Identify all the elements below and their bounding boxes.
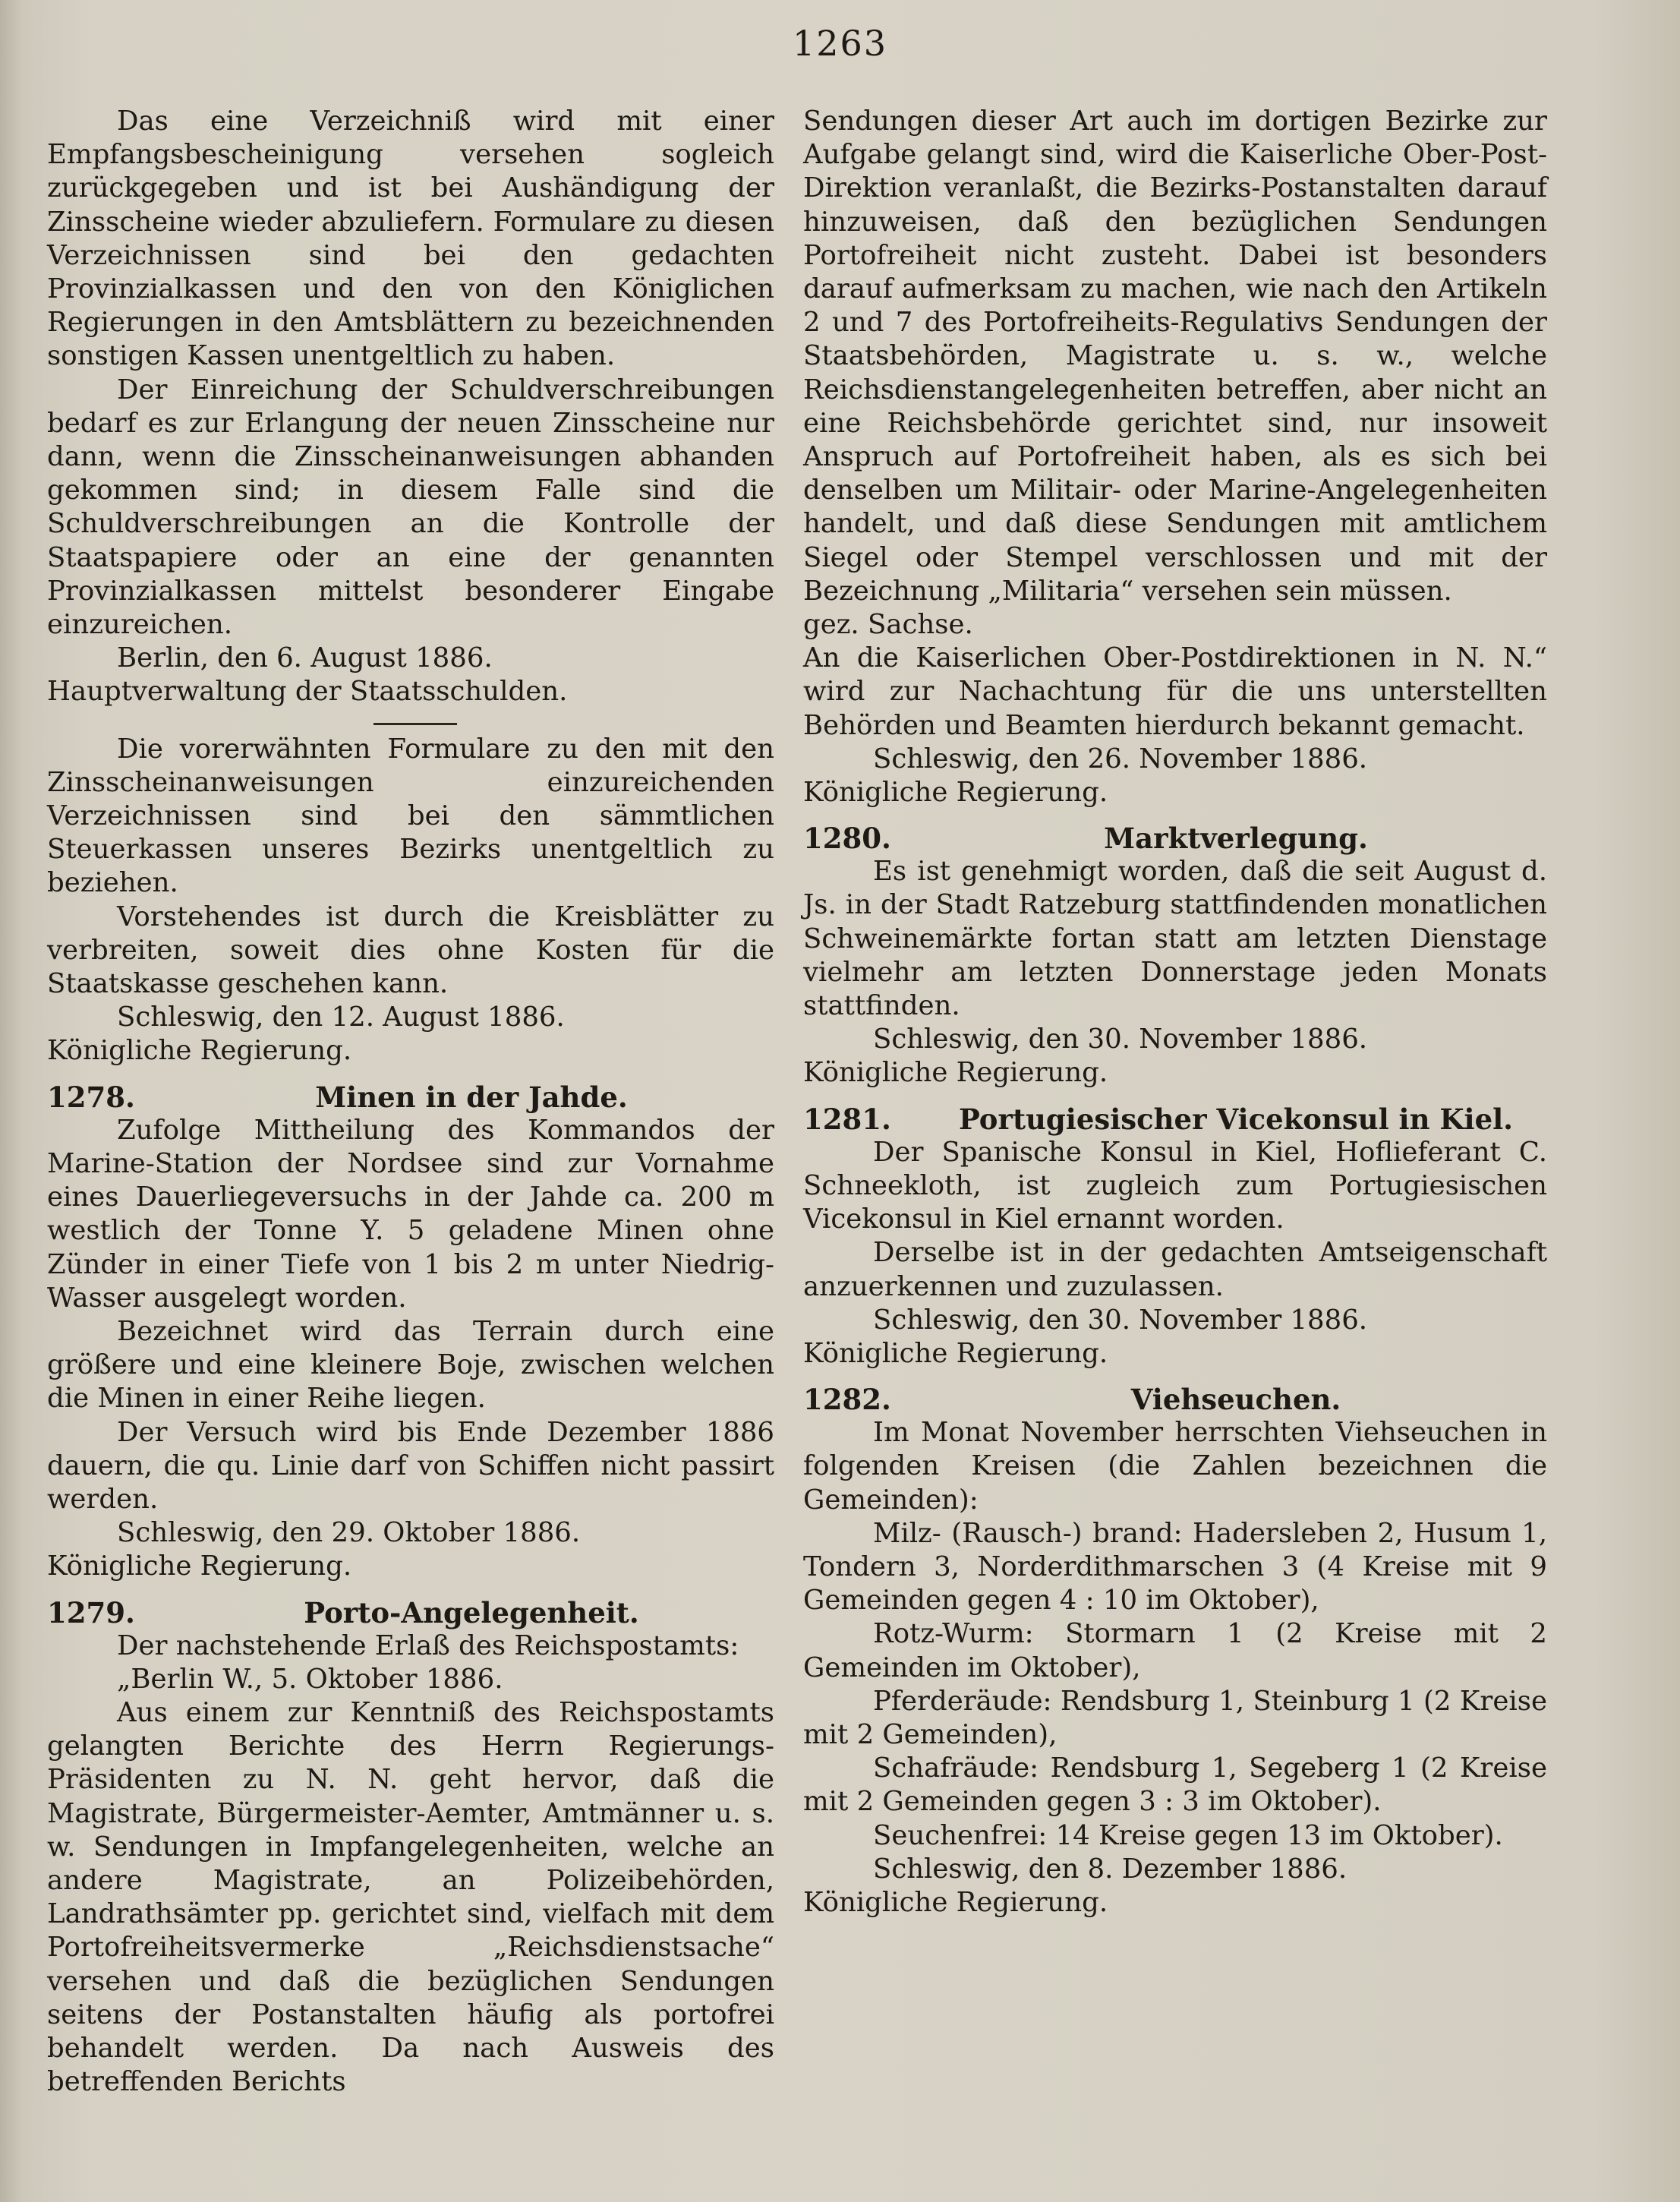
date-line: Schleswig, den 26. November 1886. — [873, 743, 1368, 774]
paragraph: Sendungen dieser Art auch im dortigen Bezirke zur Aufgabe gelangt sind, wird die Kaiserliche Ober-Post-Direktion veranlaßt, die Bezirks-Postanstalten darauf hinzuweisen, daß den bezüglichen Sendungen Portofreiheit nicht zusteht. Dabei ist besonders darauf aufmerksam zu machen, wie nach den Artikeln 2 und 7 des Portofreiheits-Regulativs Sendungen der Staatsbehörden, Magistrate u. s. w., welche Reichsdienstangelegenheiten betreffen, aber nicht an eine Reichsbehörde gerichtet sind, nur insoweit Anspruch auf Portofreiheit haben, als es sich bei denselben um Militair- oder Marine-Angelegenheiten handelt, und daß diese Sendungen mit amtlichem Siegel oder Stempel verschlossen und mit der Bezeichnung „Militaria“ versehen sein müssen. — [803, 106, 1547, 607]
paragraph: „Berlin W., 5. Oktober 1886. — [117, 1663, 503, 1695]
paragraph: Aus einem zur Kenntniß des Reichspostamts gelangten Berichte des Herrn Regierungs-Präsidenten zu N. N. geht hervor, daß die Magistrate, Bürgermeister-Aemter, Amtmänner u. s. w. Sendungen in Impfangelegenheiten, welche an andere Magistrate, an Polizeibehörden, Landrathsämter pp. gerichtet sind, vielfach mit dem Portofreiheitsvermerke „Reichsdienstsache“ versehen und daß die bezüglichen Sendungen seitens der Postanstalten häufig als portofrei behandelt werden. Da nach Ausweis des betreffenden Berichts — [47, 1696, 774, 2098]
paragraph: Vorstehendes ist durch die Kreisblätter zu verbreiten, soweit dies ohne Kosten für die Staatskasse geschehen kann. — [47, 901, 774, 1000]
section-number: 1278. — [47, 1080, 135, 1114]
signature-line: Königliche Regierung. — [47, 1035, 352, 1067]
section-number: 1282. — [803, 1383, 891, 1417]
paragraph: Seuchenfrei: 14 Kreise gegen 13 im Oktober). — [873, 1819, 1503, 1851]
section-heading-1281 — [803, 1103, 1547, 1136]
paragraph: Es ist genehmigt worden, daß die seit August d. Js. in der Stadt Ratzeburg stattfindenden monatlichen Schweinemärkte fortan statt am letzten Dienstage vielmehr am letzten Donnerstage jeden Monats stattfinden. — [803, 856, 1547, 1022]
section-title: Porto-Angelegenheit. — [304, 1595, 639, 1629]
signature-line: Hauptverwaltung der Staatsschulden. — [47, 676, 568, 708]
signature-line: Königliche Regierung. — [803, 777, 1108, 809]
paragraph: Der nachstehende Erlaß des Reichspostamts: — [117, 1629, 739, 1661]
signature-line: Königliche Regierung. — [803, 1337, 1108, 1369]
page-number: 1263 — [792, 23, 888, 64]
date-line: Schleswig, den 30. November 1886. — [873, 1304, 1368, 1336]
section-title: Minen in der Jahde. — [315, 1080, 628, 1114]
right-column — [803, 105, 1547, 1920]
left-column — [47, 105, 774, 2099]
paragraph: Im Monat November herrschten Viehseuchen in folgenden Kreisen (die Zahlen bezeichnen die Gemeinden): — [803, 1417, 1547, 1516]
date-line: Schleswig, den 12. August 1886. — [117, 1002, 565, 1033]
section-title: Marktverlegung. — [1104, 822, 1368, 856]
paragraph: Milz- (Rausch-) brand: Hadersleben 2, Husum 1, Tondern 3, Norderdithmarschen 3 (4 Kreise mit 9 Gemeinden gegen 4 : 10 im Oktober), — [803, 1517, 1547, 1617]
paragraph: Der Versuch wird bis Ende Dezember 1886 dauern, die qu. Linie darf von Schiffen nicht passirt werden. — [47, 1416, 774, 1515]
date-line: Schleswig, den 8. Dezember 1886. — [873, 1853, 1347, 1885]
paragraph: An die Kaiserlichen Ober-Postdirektionen in N. N.“ wird zur Nachachtung für die uns unterstellten Behörden und Beamten hierdurch bekannt gemacht. — [803, 642, 1547, 741]
paragraph: Rotz-Wurm: Stormarn 1 (2 Kreise mit 2 Gemeinden im Oktober), — [803, 1618, 1547, 1683]
signature-line: Königliche Regierung. — [803, 1886, 1108, 1918]
section-number: 1280. — [803, 822, 891, 856]
paragraph: Bezeichnet wird das Terrain durch eine größere und eine kleinere Boje, zwischen welchen die Minen in einer Reihe liegen. — [47, 1315, 774, 1415]
paragraph: Der Spanische Konsul in Kiel, Hoflieferant C. Schneekloth, ist zugleich zum Portugiesischen Vicekonsul in Kiel ernannt worden. — [803, 1136, 1547, 1235]
section-heading-1280 — [803, 822, 1547, 855]
signature-line: Königliche Regierung. — [47, 1551, 352, 1582]
section-heading-1279 — [47, 1596, 774, 1629]
paragraph: Das eine Verzeichniß wird mit einer Empfangsbescheinigung versehen sogleich zurückgegeben und ist bei Aushändigung der Zinsscheine wieder abzuliefern. Formulare zu diesen Verzeichnissen sind bei den gedachten Provinzialkassen und den von den Königlichen Regierungen in den Amtsblättern zu bezeichnenden sonstigen Kassen unentgeltlich zu haben. — [47, 106, 774, 372]
section-number: 1281. — [803, 1102, 891, 1136]
section-number: 1279. — [47, 1595, 135, 1629]
paragraph: Die vorerwähnten Formulare zu den mit den Zinsscheinanweisungen einzureichenden Verzeichnissen sind bei den sämmtlichen Steuerkassen unseres Bezirks unentgeltlich zu beziehen. — [47, 733, 774, 899]
section-title: Viehseuchen. — [1130, 1383, 1341, 1417]
paragraph: Pferderäude: Rendsburg 1, Steinburg 1 (2 Kreise mit 2 Gemeinden), — [803, 1685, 1547, 1750]
section-heading-1278 — [47, 1080, 774, 1114]
date-line: Schleswig, den 30. November 1886. — [873, 1024, 1368, 1055]
date-line: Schleswig, den 29. Oktober 1886. — [117, 1517, 581, 1549]
paragraph: Der Einreichung der Schuldverschreibungen bedarf es zur Erlangung der neuen Zinsscheine nur dann, wenn die Zinsscheinanweisungen abhanden gekommen sind; in diesem Falle sind die Schuldverschreibungen an die Kontrolle der Staatspapiere oder an eine der genannten Provinzialkassen mittelst besonderer Eingabe einzureichen. — [47, 374, 774, 641]
paragraph: Derselbe ist in der gedachten Amtseigenschaft anzuerkennen und zuzulassen. — [803, 1237, 1547, 1302]
paragraph: Zufolge Mittheilung des Kommandos der Marine-Station der Nordsee sind zur Vornahme eines Dauerliegeversuchs in der Jahde ca. 200 m westlich der Tonne Y. 5 geladene Minen ohne Zünder in einer Tiefe von 1 bis 2 m unter Niedrig-Wasser ausgelegt worden. — [47, 1114, 774, 1314]
date-line: Berlin, den 6. August 1886. — [117, 642, 493, 674]
signature-line: Königliche Regierung. — [803, 1057, 1108, 1089]
separator-rule — [374, 723, 457, 725]
section-heading-1282 — [803, 1383, 1547, 1416]
section-title: Portugiesischer Vicekonsul in Kiel. — [958, 1102, 1514, 1136]
signature-line: gez. Sachse. — [803, 609, 973, 641]
paragraph: Schafräude: Rendsburg 1, Segeberg 1 (2 Kreise mit 2 Gemeinden gegen 3 : 3 im Oktober). — [803, 1752, 1547, 1818]
